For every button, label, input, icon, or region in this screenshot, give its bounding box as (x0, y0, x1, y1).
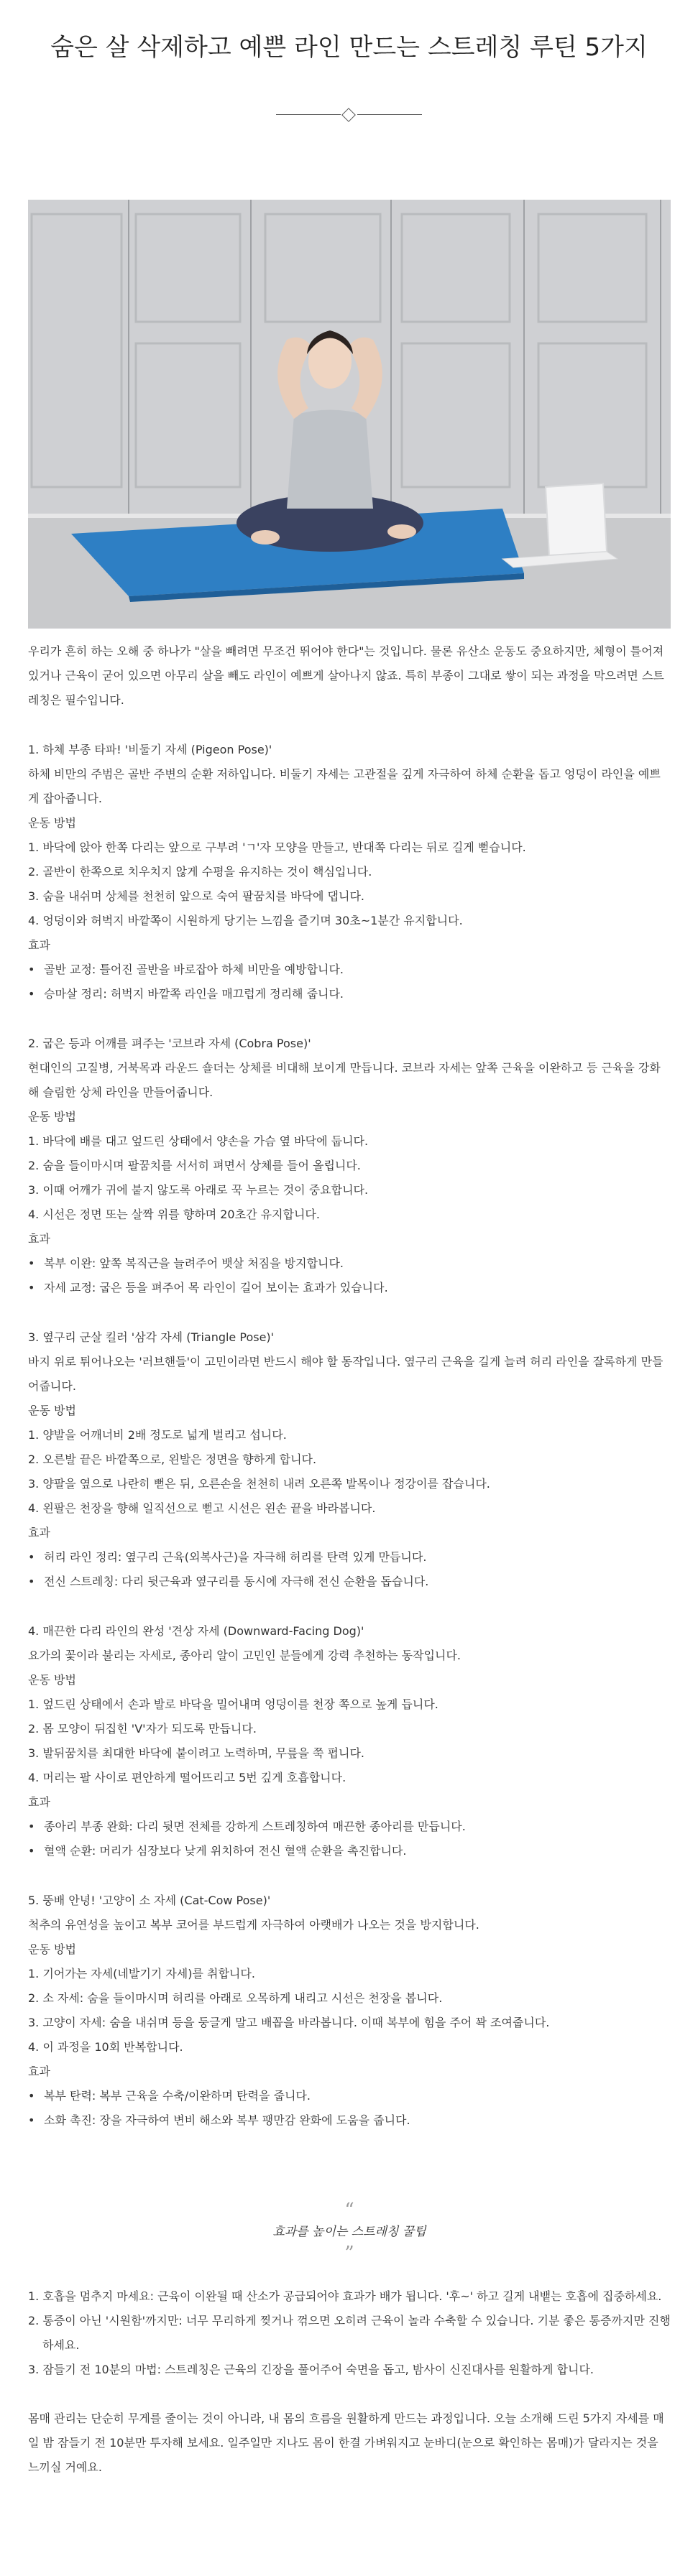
step-item: 1. 바닥에 앉아 한쪽 다리는 앞으로 구부려 'ㄱ'자 모양을 만들고, 반대쪽 다리는 뒤로 길게 뻗습니다. (28, 840, 526, 854)
section-heading: 3. 옆구리 군살 킬러 '삼각 자세 (Triangle Pose)' (28, 1330, 275, 1344)
effect-text: 자세 교정: 굽은 등을 펴주어 목 라인이 길어 보이는 효과가 있습니다. (44, 1281, 388, 1294)
section-3 (28, 1325, 671, 1594)
effect-text: 승마살 정리: 허벅지 바깥쪽 라인을 매끄럽게 정리해 줍니다. (44, 987, 344, 1001)
step-item: 1. 엎드린 상태에서 손과 발로 바닥을 밀어내며 엉덩이를 천장 쪽으로 높게 듭니다. (28, 1697, 438, 1711)
bullet-icon: • (28, 963, 35, 976)
step-item: 3. 숨을 내쉬며 상체를 천천히 앞으로 숙여 팔꿈치를 바닥에 댑니다. (28, 889, 364, 903)
effect-item (28, 2108, 671, 2133)
step-item: 4. 시선은 정면 또는 살짝 위를 향하며 20초간 유지합니다. (28, 1208, 320, 1221)
bullet-icon: • (28, 1256, 35, 1270)
step-item: 3. 양팔을 옆으로 나란히 뻗은 뒤, 오른손을 천천히 내려 오른쪽 발목이나 정강이를 잡습니다. (28, 1477, 490, 1491)
effect-item (28, 1545, 671, 1570)
tips-title: 효과를 높이는 스트레칭 꿀팁 (272, 2225, 426, 2239)
section-description: 현대인의 고질병, 거북목과 라운드 숄더는 상체를 비대해 보이게 만듭니다. 코브라 자세는 앞쪽 근육을 이완하고 등 근육을 강화해 슬림한 상체 라인을 만들어줍니다. (28, 1061, 661, 1099)
effect-label: 효과 (28, 1795, 50, 1809)
step-item: 1. 기어가는 자세(네발기기 자세)를 취합니다. (28, 1967, 255, 1980)
step-item: 2. 숨을 들이마시며 팔꿈치를 서서히 펴면서 상체를 들어 올립니다. (28, 1159, 361, 1172)
effect-text: 골반 교정: 틀어진 골반을 바로잡아 하체 비만을 예방합니다. (44, 963, 344, 976)
section-heading: 5. 뚱배 안녕! '고양이 소 자세 (Cat-Cow Pose)' (28, 1894, 271, 1907)
method-label: 운동 방법 (28, 1673, 76, 1687)
effect-item (28, 1251, 671, 1276)
step-item: 1. 양발을 어깨너비 2배 정도로 넓게 벌리고 섭니다. (28, 1428, 287, 1442)
bullet-icon: • (28, 1281, 35, 1294)
effect-label: 효과 (28, 1526, 50, 1539)
title-divider (276, 108, 422, 122)
tip-item: 2. 통증이 아닌 '시원함'까지만: 너무 무리하게 찢거나 꺾으면 오히려 근육이 놀라 수축할 수 있습니다. 기분 좋은 통증까지만 진행하세요. (28, 2314, 671, 2352)
step-item: 2. 소 자세: 숨을 들이마시며 허리를 아래로 오목하게 내리고 시선은 천장을 봅니다. (28, 1991, 443, 2005)
effect-item (28, 1276, 671, 1300)
step-item: 4. 엉덩이와 허벅지 바깥쪽이 시원하게 당기는 느낌을 즐기며 30초~1분간 유지합니다. (28, 914, 463, 927)
section-description: 척추의 유연성을 높이고 복부 코어를 부드럽게 자극하여 아랫배가 나오는 것을 방지합니다. (28, 1918, 479, 1932)
step-item: 3. 이때 어깨가 귀에 붙지 않도록 아래로 꾹 누르는 것이 중요합니다. (28, 1183, 369, 1197)
method-label: 운동 방법 (28, 1404, 76, 1417)
effect-text: 혈액 순환: 머리가 심장보다 낮게 위치하여 전신 혈액 순환을 촉진합니다. (44, 1844, 407, 1858)
step-item: 4. 왼팔은 천장을 향해 일직선으로 뻗고 시선은 왼손 끝을 바라봅니다. (28, 1501, 376, 1515)
yoga-photo (28, 200, 671, 629)
step-item: 2. 골반이 한쪽으로 치우치지 않게 수평을 유지하는 것이 핵심입니다. (28, 865, 372, 879)
section-description: 하체 비만의 주범은 골반 주변의 순환 저하입니다. 비둘기 자세는 고관절을 깊게 자극하여 하체 순환을 돕고 엉덩이 라인을 예쁘게 잡아줍니다. (28, 767, 661, 805)
effect-text: 종아리 부종 완화: 다리 뒷면 전체를 강하게 스트레칭하여 매끈한 종아리를 만듭니다. (44, 1820, 466, 1833)
divider-line-left (276, 114, 341, 115)
step-item: 4. 머리는 팔 사이로 편안하게 떨어뜨리고 5번 깊게 호흡합니다. (28, 1771, 346, 1784)
divider-line-right (357, 114, 422, 115)
effect-text: 복부 탄력: 복부 근육을 수축/이완하며 탄력을 줍니다. (44, 2089, 311, 2103)
effect-item (28, 982, 671, 1006)
step-item: 2. 몸 모양이 뒤집힌 'V'자가 되도록 만듭니다. (28, 1722, 257, 1736)
section-2 (28, 1032, 671, 1300)
step-item: 1. 바닥에 배를 대고 엎드린 상태에서 양손을 가슴 옆 바닥에 둡니다. (28, 1134, 369, 1148)
open-quote-icon: “ (344, 2200, 354, 2221)
page-title: 숨은 살 삭제하고 예쁜 라인 만드는 스트레칭 루틴 5가지 (50, 33, 648, 62)
effect-item (28, 1570, 671, 1594)
tip-item: 3. 잠들기 전 10분의 마법: 스트레칭은 근육의 긴장을 풀어주어 숙면을 돕고, 밤사이 신진대사를 원활하게 합니다. (28, 2363, 594, 2376)
section-heading: 1. 하체 부종 타파! '비둘기 자세 (Pigeon Pose)' (28, 743, 272, 756)
outro-paragraph: 몸매 관리는 단순히 무게를 줄이는 것이 아니라, 내 몸의 흐름을 원활하게 만드는 과정입니다. 오늘 소개해 드린 5가지 자세를 매일 밤 잠들기 전 10분만 투자해 보세요. 일주일만 지나도 몸이 한결 가벼워지고 눈바디(눈으로 확인하는 몸매)가 달라지는 것을 느끼실 거예요. (28, 2411, 664, 2474)
effect-item (28, 2084, 671, 2108)
close-quote-icon: ” (344, 2243, 354, 2264)
bullet-icon: • (28, 2113, 35, 2127)
effect-label: 효과 (28, 2065, 50, 2078)
method-label: 운동 방법 (28, 816, 76, 830)
tip-item: 1. 호흡을 멈추지 마세요: 근육이 이완될 때 산소가 공급되어야 효과가 배가 됩니다. '후~' 하고 길게 내뱉는 호흡에 집중하세요. (28, 2289, 662, 2303)
bullet-icon: • (28, 1550, 35, 1564)
section-1 (28, 738, 671, 1006)
section-heading: 2. 굽은 등과 어깨를 펴주는 '코브라 자세 (Cobra Pose)' (28, 1037, 311, 1050)
spacer (28, 2382, 671, 2406)
bullet-icon: • (28, 1844, 35, 1858)
section-description: 바지 위로 튀어나오는 '러브핸들'이 고민이라면 반드시 해야 할 동작입니다. 옆구리 근육을 길게 늘려 허리 라인을 잘록하게 만들어줍니다. (28, 1355, 663, 1393)
step-item: 4. 이 과정을 10회 반복합니다. (28, 2040, 183, 2054)
article-body (28, 639, 671, 2480)
effect-item (28, 958, 671, 982)
effect-label: 효과 (28, 938, 50, 952)
bullet-icon: • (28, 1820, 35, 1833)
divider-diamond-icon (341, 108, 356, 122)
bullet-icon: • (28, 987, 35, 1001)
effect-text: 소화 촉진: 장을 자극하여 변비 해소와 복부 팽만감 완화에 도움을 줍니다. (44, 2113, 410, 2127)
effect-item (28, 1815, 671, 1839)
section-heading: 4. 매끈한 다리 라인의 완성 '견상 자세 (Downward-Facing Dog)' (28, 1624, 364, 1638)
step-item: 2. 오른발 끝은 바깥쪽으로, 왼발은 정면을 향하게 합니다. (28, 1453, 317, 1466)
step-item: 3. 발뒤꿈치를 최대한 바닥에 붙이려고 노력하며, 무릎을 쭉 폅니다. (28, 1746, 364, 1760)
method-label: 운동 방법 (28, 1942, 76, 1956)
effect-item (28, 1839, 671, 1863)
effect-text: 복부 이완: 앞쪽 복직근을 늘려주어 뱃살 처짐을 방지합니다. (44, 1256, 344, 1270)
spacer (28, 2263, 671, 2284)
tips-quote (28, 2201, 671, 2263)
section-5 (28, 1889, 671, 2133)
section-4 (28, 1619, 671, 1863)
effect-text: 허리 라인 정리: 옆구리 근육(외복사근)을 자극해 허리를 탄력 있게 만듭니다. (44, 1550, 427, 1564)
effect-text: 전신 스트레칭: 다리 뒷근육과 옆구리를 동시에 자극해 전신 순환을 돕습니다. (44, 1575, 429, 1588)
spacer (28, 2133, 671, 2201)
bullet-icon: • (28, 1575, 35, 1588)
step-item: 3. 고양이 자세: 숨을 내쉬며 등을 둥글게 말고 배꼽을 바라봅니다. 이때 복부에 힘을 주어 꽉 조여줍니다. (28, 2016, 550, 2029)
method-label: 운동 방법 (28, 1110, 76, 1123)
effect-label: 효과 (28, 1232, 50, 1246)
intro-paragraph: 우리가 흔히 하는 오해 중 하나가 "살을 빼려면 무조건 뛰어야 한다"는 것입니다. 물론 유산소 운동도 중요하지만, 체형이 틀어져 있거나 근육이 굳어 있으면 아무리 살을 빼도 라인이 예쁘게 살아나지 않죠. 특히 부종이 그대로 쌓이 되는 과정을 막으려면 스트레칭은 필수입니다. (28, 644, 664, 707)
section-description: 요가의 꽃이라 불리는 자세로, 종아리 알이 고민인 분들에게 강력 추천하는 동작입니다. (28, 1649, 461, 1662)
bullet-icon: • (28, 2089, 35, 2103)
